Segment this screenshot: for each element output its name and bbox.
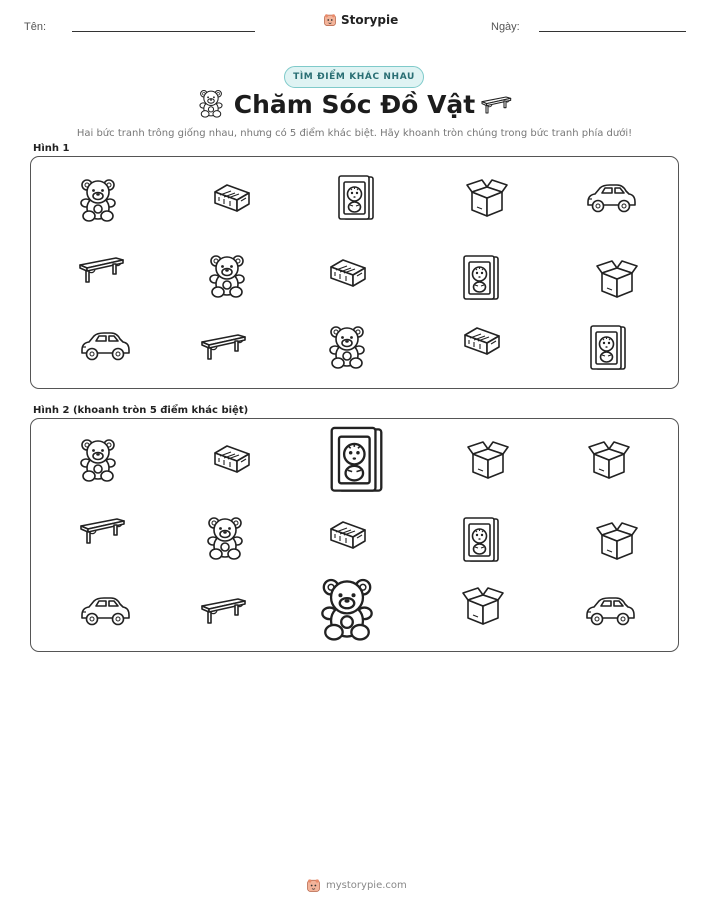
shelf-icon[interactable] xyxy=(199,332,247,362)
shelf-icon[interactable] xyxy=(199,596,247,626)
storypie-logo-icon xyxy=(306,878,321,893)
footer xyxy=(306,878,407,893)
toy-car-icon[interactable] xyxy=(585,182,637,214)
box-icon[interactable] xyxy=(466,439,510,481)
teddy-bear-icon[interactable] xyxy=(327,325,367,369)
worksheet-tag: TÌM ĐIỂM KHÁC NHAU xyxy=(284,66,424,88)
date-label: Ngày: xyxy=(491,21,520,33)
tiger-book-icon[interactable] xyxy=(336,174,376,222)
sponge-icon[interactable] xyxy=(211,182,253,214)
toy-car-icon[interactable] xyxy=(584,595,636,627)
name-input-line[interactable] xyxy=(72,31,255,32)
storypie-logo-icon xyxy=(323,13,337,27)
picture1-label: Hình 1 xyxy=(33,143,70,154)
teddy-bear-icon[interactable] xyxy=(318,577,376,641)
footer-site[interactable]: mystorypie.com xyxy=(326,880,407,891)
tiger-book-icon[interactable] xyxy=(461,516,501,564)
date-input-line[interactable] xyxy=(539,31,686,32)
shelf-icon[interactable] xyxy=(78,516,126,546)
box-icon[interactable] xyxy=(587,439,631,481)
teddy-bear-icon[interactable] xyxy=(207,254,247,298)
name-label: Tên: xyxy=(24,21,47,33)
teddy-bear-icon[interactable] xyxy=(78,438,118,482)
box-icon[interactable] xyxy=(461,585,505,627)
instruction-text: Hai bức tranh trông giống nhau, nhưng có 5 điểm khác biệt. Hãy khoanh tròn chúng trong bức tranh phía dưới! xyxy=(76,128,633,139)
toy-car-icon[interactable] xyxy=(79,330,131,362)
sponge-icon[interactable] xyxy=(211,443,253,475)
box-icon[interactable] xyxy=(595,258,639,300)
picture2-panel xyxy=(30,418,679,652)
sponge-icon[interactable] xyxy=(327,519,369,551)
brand-name: Storypie xyxy=(341,13,399,27)
brand-logo xyxy=(323,13,398,27)
box-icon[interactable] xyxy=(465,177,509,219)
tiger-book-icon[interactable] xyxy=(588,324,628,372)
sponge-icon[interactable] xyxy=(461,325,503,357)
toy-car-icon[interactable] xyxy=(79,595,131,627)
picture2-label: Hình 2 (khoanh tròn 5 điểm khác biệt) xyxy=(33,405,249,416)
box-icon[interactable] xyxy=(595,520,639,562)
picture1-panel xyxy=(30,156,679,389)
teddy-bear-icon[interactable] xyxy=(205,516,245,560)
tiger-book-icon[interactable] xyxy=(461,254,501,302)
page-title: Chăm Sóc Đồ Vật xyxy=(233,90,476,119)
teddy-bear-icon[interactable] xyxy=(78,178,118,222)
sponge-icon[interactable] xyxy=(327,257,369,289)
shelf-icon xyxy=(480,95,512,115)
shelf-icon[interactable] xyxy=(77,255,125,285)
tiger-book-icon[interactable] xyxy=(325,425,388,495)
